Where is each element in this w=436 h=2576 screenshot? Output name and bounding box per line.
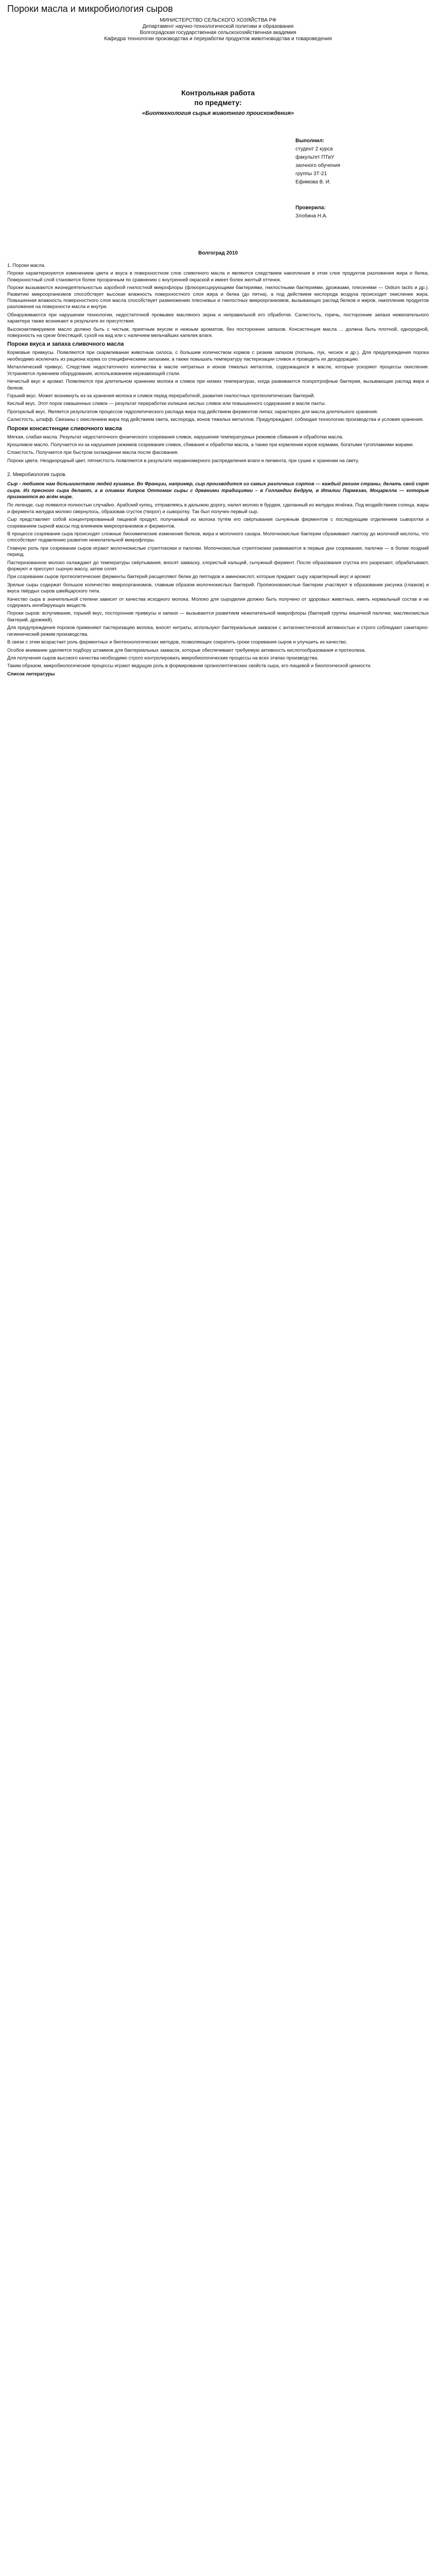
- paragraph: Салистость, штафф. Связаны с окислением жира под действием света, кислорода, ионов тяжелых металлов. Предупреждают, соблюдая технологию производства и условия хранения.: [7, 416, 424, 422]
- paragraph: Пороки сыров: вспучивание, горький вкус, посторонние привкусы и запахи — вызываются развитием нежелательной микрофлоры (бактерий группы кишечной палочки, маслянокислых бактерий, дрожжей).: [7, 610, 429, 622]
- paragraph: Обнаруживаются при нарушении технологии, недостаточной промывке масляного зерна и неправильной его обработке. Салистость, горечь, посторонние запахи нежелательного характера также возникают в результате их присутствия.: [7, 311, 429, 324]
- doc-type: Контрольная работа: [181, 89, 255, 97]
- paragraph: Кислый вкус. Этот порок сквашенных сливок — результат переработки излишне кислых сливок или повышенного содержания в масле пахты.: [7, 400, 326, 406]
- section-heading: Пороки консистенции сливочного масла: [7, 425, 122, 432]
- paragraph: Крошливое масло. Получается из-за нарушения режимов созревания сливок, сбивания и обработки масла, а также при кормлении коров кормами, богатыми тугоплавкими жирами.: [7, 441, 414, 447]
- paragraph: Слоистость. Получается при быстром охлаждении масла после фасования.: [7, 449, 179, 455]
- paragraph: Для получения сыров высокого качества необходимо строго контролировать микробиологические процессы на всех этапах производства.: [7, 654, 319, 660]
- paragraph: Мягкая, слабая масла. Результат недостаточного физического созревания сливок, нарушения температурных режимов сбивания и обработки масла.: [7, 433, 344, 439]
- performer-line: Ефимова В. И.: [295, 179, 331, 185]
- chapter-heading: 2. Микробиология сыров.: [7, 472, 67, 478]
- paragraph: При созревании сыров протеолитические ферменты бактерий расщепляют белки до пептидов и аминокислот, которые придают сыру характерный вкус и аромат.: [7, 573, 372, 580]
- paragraph: Нечистый вкус и аромат. Появляются при длительном хранении молока и сливок при низких температурах, когда развиваются психротрофные бактерии, вызывающие распад жира и белков.: [7, 378, 429, 391]
- paragraph: По легенде, сыр появился полностью случайно. Арабский купец, отправляясь в дальнюю дорогу, налил молоко в бурдюк, сделанный из желудка ягнёнка. Под воздействием солнца, жары и фермента желудка молоко свернулось, образовав сгусток (творог) и сыворотку. Так был получен первый сыр.: [7, 502, 429, 514]
- academy-line: Волгоградская государственная сельскохозяйственная академия: [139, 30, 297, 36]
- references-heading: Список литературы: [7, 670, 55, 676]
- section-cheese-microbiology: [7, 472, 429, 677]
- department-line: Департамент научно-технологической политики и образования: [142, 24, 294, 29]
- city-year: Волгоград 2010: [198, 250, 238, 256]
- chair-line: Кафедра технологии производства и переработки продуктов животноводства и товароведения: [104, 36, 332, 42]
- paragraph: Таким образом, микробиологические процессы играют ведущую роль в формировании органолептических свойств сыра, его пищевой и биологической ценности.: [7, 663, 372, 669]
- performer-line: студент 2 курса: [295, 146, 333, 152]
- paragraph: Кормовые привкусы. Появляются при скармливании животным силоса, с большим количеством кормов с резким запахом (полынь, лук, чеснок и др.). Для предупреждения порока необходимо исключать из рациона корма со специфическими запахами, а также повышать температуру пастеризации сливок и проводить их дезодорацию.: [7, 349, 429, 362]
- checker-line: Злобина Н.А.: [295, 213, 328, 219]
- performer-block: [295, 137, 429, 187]
- paragraph: Пороки цвета. Неоднородный цвет, пятнистость появляются в результате неравномерного распределения влаги и пигмента, при сушке и хранении на свету.: [7, 457, 359, 463]
- paragraph: Для предупреждения пороков применяют пастеризацию молока, вносят нитраты, используют бактериальные закваски с антагонистической активностью и строго соблюдают санитарно-гигиенический режим производства.: [7, 624, 429, 637]
- paragraph: В процессе созревания сыра происходят сложные биохимические изменения белков, жира и молочного сахара. Молочнокислые бактерии сбраживают лактозу до молочной кислоты, что способствует подавлению развития нежелательной микрофлоры.: [7, 531, 429, 543]
- paragraph: Прогорклый вкус. Является результатом процессов гидролитического распада жира под действием ферментов липаз; характерен для масла длительного хранения.: [7, 408, 378, 414]
- paragraph: Зрелые сыры содержат большое количество микроорганизмов, главным образом молочнокислых бактерий. Пропионовокислые бактерии участвуют в образовании рисунка (глазков) и вкуса твёрдых сыров швейцарского типа.: [7, 581, 429, 594]
- section-heading: 1. Пороки масла.: [7, 262, 46, 268]
- paragraph: Металлический привкус. Следствие недостаточного количества в масле нитратных и ионов тяжелых металлов, содержащихся в масле, которые ускоряют процессы окисления. Устраняется лужением оборудования, использованием нержавеющей стали.: [7, 364, 429, 376]
- paragraph: Пороки вызываются жизнедеятельностью аэробной гнилостной микрофлоры (флюоресцирующими бактериями, гнилостными бактериями, дрожжами, плесенями — Oidium lactis и др.). Развитию микроорганизмов способствует высокая влажность поверхностного слоя жира и белка (до пятна), а под действием кислорода воздуха происходит окисление жира. Повышенная влажность поверхностного слоя масла способствует размножению плесневых и гнилостных микроорганизмов, вызывающих распад белков и жиров, накопление продуктов разложения на поверхности масла и внутри.: [7, 284, 429, 310]
- paragraph: Горький вкус. Может возникнуть из-за хранения молока и сливок перед переработкой, развития гнилостных протеолитических бактерий.: [7, 392, 315, 398]
- document-page: [0, 3, 436, 677]
- paragraph: Главную роль при созревании сыров играют молочнокислые стрептококки и палочки. Молочнокислые стрептококки развиваются в первые дни созревания, палочки — в более поздний период.: [7, 545, 429, 557]
- paragraph: Пороки характеризуются изменением цвета и вкуса в поверхностном слое сливочного масла и являются следствием накопления в этом слое продуктов разложения жира и белка. Поверхностный слой становится более прозрачным по сравнению с внутренней окраской и имеет более желтый оттенок.: [7, 270, 429, 282]
- performer-line: группы 3Т-21: [295, 171, 327, 177]
- performer-label: Выполнил:: [295, 138, 324, 144]
- paragraph: Особое внимание уделяется подбору штаммов для бактериальных заквасок, которые обеспечивают требуемую активность кислотообразования и протеолиза.: [7, 647, 366, 653]
- performer-line: факультет ПТиУ: [295, 155, 335, 160]
- section-consistency-defects: [7, 425, 429, 464]
- section-butter-defects: [7, 262, 429, 338]
- paragraph: Высокоактивируемое масло должно быть с чистым, приятным вкусом и нежным ароматом, без посторонних запахов. Консистенция масла ... должна быть плотной, однородной, поверхность на срезе блестящей, сухой на вид или с наличием мельчайших капелек влаги.: [7, 326, 429, 338]
- checker-label: Проверила:: [295, 205, 326, 211]
- performer-line: заочного обучения: [295, 163, 340, 168]
- paragraph: Качество сыра в значительной степени зависит от качества исходного молока. Молоко для сыроделия должно быть получено от здоровых животных, иметь нормальный состав и не содержать ингибирующих веществ.: [7, 596, 429, 608]
- paragraph: Пастеризованное молоко охлаждают до температуры свёртывания, вносят закваску, хлористый кальций, сычужный фермент. После образования сгустка его разрезают, обрабатывают, формуют и прессуют сырную массу, затем солят.: [7, 559, 429, 572]
- paragraph: Сыр представляет собой концентрированный пищевой продукт, получаемый из молока путём его свёртывания сычужным ферментом с последующим отделением сыворотки и созреванием сырной массы под влиянием микроорганизмов и ферментов.: [7, 516, 429, 529]
- doc-topic: «Биотехнология сырья животного происхождения»: [142, 110, 294, 116]
- page-title: Пороки масла и микробиология сыров: [7, 4, 173, 14]
- chapter-intro: Сыр - любимое нам большинством людей кушанье. Во Франции, например, сыр производится из самых различных сортов — каждый регион страны, делать свой сорт сыра. Из пресного сыра делают, а в оливках Кипров Оттоман сыры с древними традициями – в Голландии Бедрум, в Италии Пармезан, Моцарелла — которые признаются во всём мире.: [7, 481, 429, 499]
- section-heading: Пороки вкуса и запаха сливочного масла: [7, 341, 124, 348]
- section-taste-defects: [7, 341, 429, 422]
- doc-subject: по предмету:: [194, 98, 242, 107]
- checker-block: [295, 204, 429, 221]
- ministry-line: МИНИСТЕРСТВО СЕЛЬСКОГО ХОЗЯЙСТВА РФ: [160, 18, 276, 23]
- paragraph: В связи с этим возрастает роль ферментных и биотехнологических методов, позволяющих сократить сроки созревания сыров и улучшить их качество.: [7, 639, 347, 645]
